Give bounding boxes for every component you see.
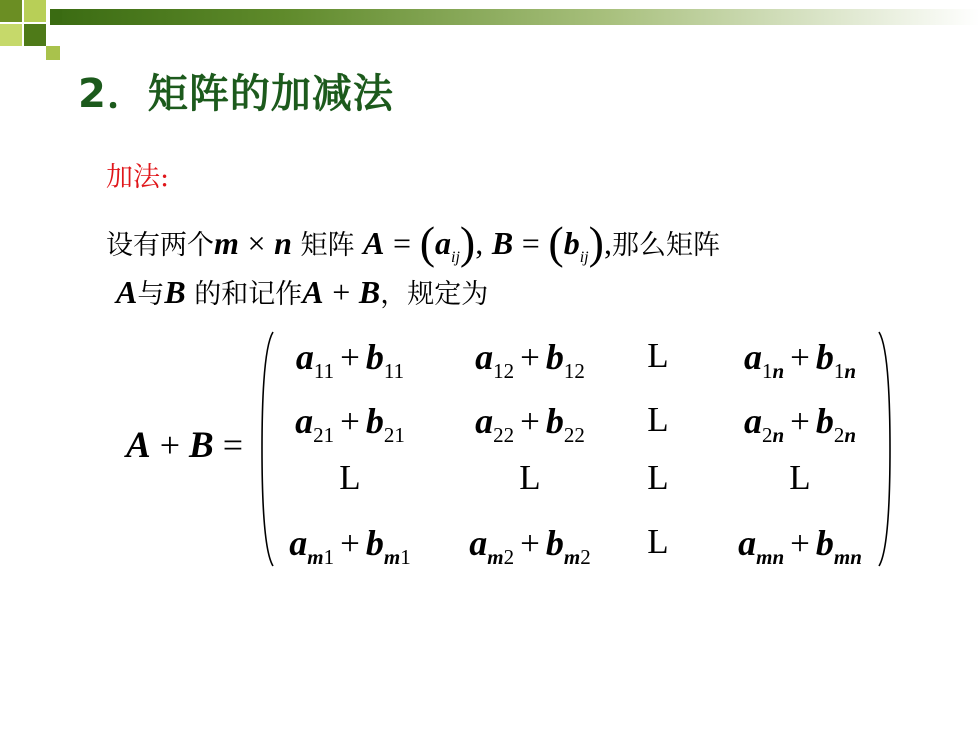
symbol-b: b <box>815 337 834 377</box>
symbol-plus: + <box>332 274 351 310</box>
symbol-a: a <box>475 401 494 441</box>
symbol-A: A <box>126 425 151 466</box>
matrix-cell-2-3 <box>647 400 668 440</box>
subscript: 11 <box>313 359 335 383</box>
matrix-cell-1-2 <box>475 336 585 383</box>
subscript-italic: n <box>772 423 785 447</box>
ellipsis-symbol: L <box>647 400 669 439</box>
sum-matrix <box>260 330 892 568</box>
header-bar <box>50 9 980 25</box>
subscript: 12 <box>563 359 585 383</box>
symbol-rparen: ) <box>459 217 476 268</box>
text-with: 与 <box>137 279 165 310</box>
matrix-cell-2-1 <box>295 400 405 447</box>
symbol-a: a <box>469 523 488 563</box>
equation-lhs <box>126 424 243 467</box>
subscript-italic: n <box>844 423 857 447</box>
header-square-small <box>46 46 60 60</box>
subscript: 11 <box>383 359 405 383</box>
symbol-a: a <box>295 401 314 441</box>
subscript: 2 <box>580 545 591 569</box>
subscript-italic: mn <box>756 545 785 569</box>
text-tail: ，规定为 <box>380 279 489 310</box>
matrix-cell-4-2 <box>469 522 591 569</box>
text-prefix: 设有两个 <box>106 230 214 261</box>
symbol-A: A <box>363 225 385 261</box>
symbol-times: × <box>247 225 266 261</box>
subscript: 22 <box>563 423 585 447</box>
subscript-ij: ij <box>579 249 589 266</box>
subscript-ij: ij <box>451 249 460 266</box>
matrix-cell-1-3 <box>647 336 668 376</box>
header-square-light <box>0 24 22 46</box>
definition-line-1 <box>106 212 720 268</box>
symbol-a: a <box>435 225 452 261</box>
subscript: 22 <box>493 423 515 447</box>
matrix-cell-4-3 <box>647 522 668 562</box>
matrix-cell-1-4 <box>743 336 857 383</box>
matrix-cell-3-3 <box>647 458 668 498</box>
symbol-a: a <box>743 337 762 377</box>
symbol-plus: + <box>520 524 540 563</box>
symbol-B: B <box>189 425 214 466</box>
symbol-a: a <box>743 401 762 441</box>
symbol-plus: + <box>790 524 810 563</box>
symbol-lparen: ( <box>548 217 564 268</box>
subscript: 21 <box>313 423 335 447</box>
symbol-b: b <box>815 401 834 441</box>
symbol-plus: + <box>520 338 540 377</box>
header-square-dark <box>0 0 22 22</box>
symbol-m: m <box>214 225 239 261</box>
symbol-b: b <box>365 401 384 441</box>
definition-line-2 <box>116 272 488 311</box>
symbol-comma: , <box>603 225 612 261</box>
subscript: 1 <box>323 545 335 569</box>
symbol-B: B <box>358 274 381 310</box>
symbol-plus: + <box>340 524 360 563</box>
symbol-A: A <box>302 274 324 310</box>
subscript: 1 <box>761 359 773 383</box>
subscript: 12 <box>493 359 515 383</box>
ellipsis-symbol: L <box>519 458 541 497</box>
text-sum: 的和记作 <box>194 279 303 310</box>
symbol-eq: = <box>393 225 412 261</box>
symbol-a: a <box>295 337 314 377</box>
header-square-small <box>50 9 62 23</box>
symbol-eq: = <box>222 425 243 465</box>
text-matrix: 矩阵 <box>300 230 355 261</box>
symbol-b: b <box>365 523 384 563</box>
subscript: 21 <box>383 423 405 447</box>
header-square-light <box>24 0 46 22</box>
ellipsis-symbol: L <box>339 458 361 497</box>
subscript-italic: m <box>563 545 581 569</box>
subscript-italic: m <box>383 545 401 569</box>
symbol-a: a <box>738 523 757 563</box>
symbol-plus: + <box>340 338 360 377</box>
subscript-italic: m <box>307 545 324 569</box>
symbol-comma: , <box>475 225 484 261</box>
matrix-cell-2-2 <box>475 400 585 447</box>
symbol-b: b <box>545 401 564 441</box>
subscript-italic: n <box>772 359 785 383</box>
ellipsis-symbol: L <box>647 336 669 375</box>
symbol-B: B <box>491 225 514 261</box>
subscript: 2 <box>761 423 773 447</box>
symbol-n: n <box>274 225 292 261</box>
matrix-cell-4-4 <box>738 522 862 569</box>
section-label: 加法: <box>106 162 170 193</box>
symbol-A: A <box>116 274 138 310</box>
symbol-b: b <box>815 523 834 563</box>
matrix-cell-2-4 <box>743 400 857 447</box>
symbol-B: B <box>164 274 186 310</box>
symbol-plus: + <box>340 402 360 441</box>
symbol-a: a <box>289 523 308 563</box>
symbol-b: b <box>545 337 564 377</box>
subscript: 1 <box>833 359 845 383</box>
symbol-eq: = <box>521 225 540 261</box>
subscript: 2 <box>833 423 845 447</box>
symbol-plus: + <box>520 402 540 441</box>
subscript-italic: n <box>844 359 857 383</box>
matrix-cell-3-1 <box>339 458 360 498</box>
symbol-plus: + <box>159 425 180 465</box>
symbol-plus: + <box>790 338 810 377</box>
matrix-cell-3-4 <box>789 458 810 498</box>
text-suffix: 那么矩阵 <box>611 230 720 261</box>
ellipsis-symbol: L <box>789 458 811 497</box>
symbol-b: b <box>563 225 580 261</box>
symbol-a: a <box>475 337 494 377</box>
subscript: 1 <box>400 545 411 569</box>
subscript: 2 <box>503 545 515 569</box>
symbol-b: b <box>545 523 564 563</box>
left-paren <box>260 330 274 568</box>
matrix-cell-3-2 <box>519 458 540 498</box>
ellipsis-symbol: L <box>647 522 669 561</box>
ellipsis-symbol: L <box>647 458 669 497</box>
subscript-italic: m <box>487 545 504 569</box>
symbol-rparen: ) <box>588 217 604 268</box>
symbol-plus: + <box>790 402 810 441</box>
header-square-dark <box>24 24 46 46</box>
page-title: 2．矩阵的加减法 <box>78 71 394 117</box>
symbol-lparen: ( <box>419 217 436 268</box>
subscript-italic: mn <box>833 545 862 569</box>
matrix-cell-1-1 <box>295 336 405 383</box>
matrix-cell-4-1 <box>289 522 411 569</box>
symbol-b: b <box>365 337 384 377</box>
right-paren <box>878 330 892 568</box>
